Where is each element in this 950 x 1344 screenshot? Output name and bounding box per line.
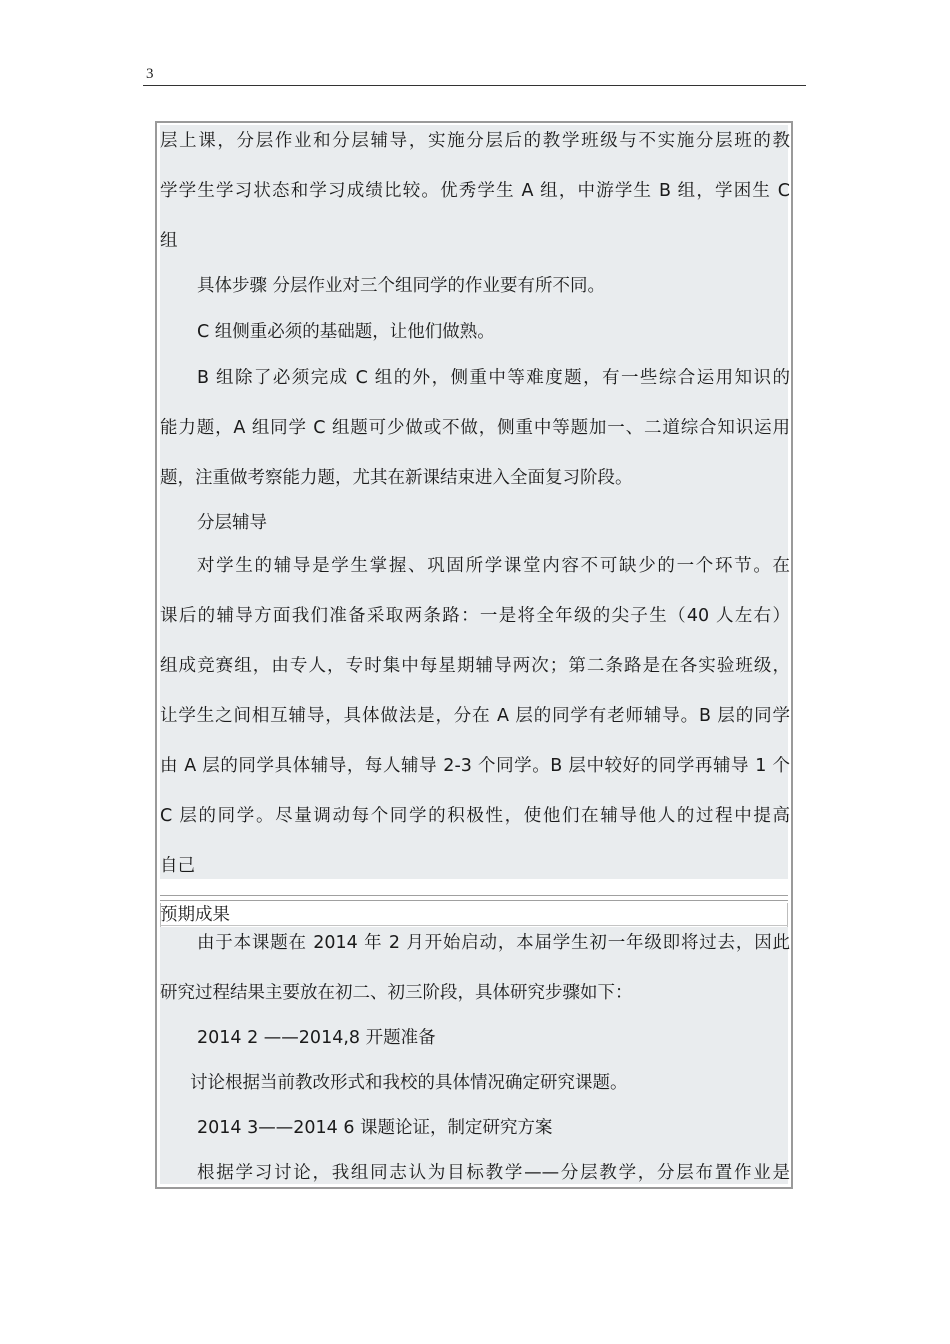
header-rule [143,85,806,86]
row-separator [160,895,788,896]
paragraph-line: 自己 [160,856,195,876]
paragraph-line: 对学生的辅导是学生掌握、巩固所学课堂内容不可缺少的一个环节。在 [197,556,790,576]
group-c-line: C 组侧重必须的基础题，让他们做熟。 [197,322,495,342]
phase-text: 根据学习讨论，我组同志认为目标教学——分层教学，分层布置作业是 [197,1163,790,1183]
row-separator [160,900,788,901]
phase-text: 讨论根据当前教改形式和我校的具体情况确定研究课题。 [190,1073,628,1093]
outcome-heading: 预期成果 [160,904,230,924]
outcome-cell [160,927,788,1184]
tutoring-heading: 分层辅导 [197,513,267,533]
outcome-heading-cell [160,903,788,927]
paragraph-line: 由于本课题在 2014 年 2 月开始启动，本届学生初一年级即将过去，因此 [197,933,790,953]
paragraph-line: 课后的辅导方面我们准备采取两条路：一是将全年级的尖子生（40 人左右） [160,606,790,626]
paragraph-line: 研究过程结果主要放在初二、初三阶段，具体研究步骤如下： [160,983,633,1003]
row-separator [160,925,788,926]
page-number: 3 [146,66,154,82]
paragraph-line: 层上课，分层作业和分层辅导，实施分层后的教学班级与不实施分层班的教 [160,131,790,151]
phase-title: 2014 3——2014 6 课题论证，制定研究方案 [197,1118,553,1138]
paragraph-line: 题，注重做考察能力题，尤其在新课结束进入全面复习阶段。 [160,468,633,488]
paragraph-line: C 层的同学。尽量调动每个同学的积极性，使他们在辅导他人的过程中提高 [160,806,790,826]
paragraph-line: 能力题，A 组同学 C 组题可少做或不做，侧重中等题加一、二道综合知识运用 [160,418,790,438]
paragraph-line: 组成竞赛组，由专人，专时集中每星期辅导两次；第二条路是在各实验班级， [160,656,790,676]
paragraph-line: 让学生之间相互辅导，具体做法是，分在 A 层的同学有老师辅导。B 层的同学 [160,706,790,726]
paragraph-line: B 组除了必须完成 C 组的外，侧重中等难度题，有一些综合运用知识的 [197,368,790,388]
paragraph-line: 由 A 层的同学具体辅导，每人辅导 2-3 个同学。B 层中较好的同学再辅导 1 个 [160,756,790,776]
paragraph-line: 学学生学习状态和学习成绩比较。优秀学生 A 组，中游学生 B 组，学困生 C [160,181,790,201]
paragraph-line: 组 [160,231,178,251]
steps-intro: 具体步骤 分层作业对三个组同学的作业要有所不同。 [197,276,606,296]
phase-title: 2014 2 ——2014,8 开题准备 [197,1028,436,1048]
